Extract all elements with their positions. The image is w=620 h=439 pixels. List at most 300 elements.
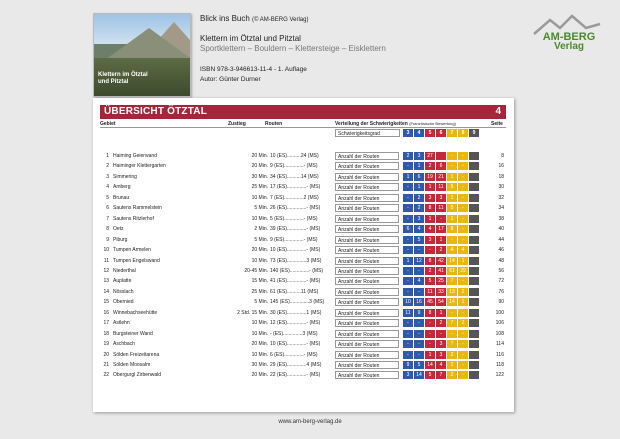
grade-count-cell: [469, 340, 479, 348]
anzahl-label: Anzahl der Routen: [335, 236, 399, 244]
page-ref: 56: [498, 267, 504, 274]
anzahl-label: Anzahl der Routen: [335, 204, 399, 212]
approach-time: 10 Min.: [251, 194, 268, 201]
page-ref: 8: [501, 153, 504, 159]
area-name: Winnebachseehütte: [113, 309, 158, 316]
grade-count-cell: -: [458, 194, 468, 202]
grade-count-cell: -: [403, 319, 413, 327]
grade-count-cell: 1: [447, 215, 457, 223]
anzahl-label: Anzahl der Routen: [335, 371, 399, 379]
approach-time: 10 Min.: [251, 215, 268, 222]
page-ref: 30: [498, 184, 504, 191]
grade-count-cell: -: [403, 277, 413, 285]
approach-time: 20 Min.: [251, 163, 268, 170]
grade-count-cell: -: [414, 288, 424, 296]
page-ref: 40: [498, 226, 504, 233]
grade-count-cell: 2: [414, 194, 424, 202]
area-name: Haiminger Klettergarten: [113, 163, 166, 170]
anzahl-label: Anzahl der Routen: [335, 194, 399, 202]
grade-count-cell: 4: [436, 361, 446, 369]
anzahl-label: Anzahl der Routen: [335, 246, 399, 254]
grade-count-cell: [469, 288, 479, 296]
grade-count-cell: 29: [458, 267, 468, 275]
table-row[interactable]: [100, 172, 506, 182]
approach-time: 5 Min.: [254, 299, 268, 306]
grade-count-cell: 1: [458, 298, 468, 306]
grade-count-cell: -: [403, 288, 413, 296]
area-name: Sölden Freizeitarena: [113, 351, 160, 358]
table-row[interactable]: [100, 256, 506, 266]
grade-count-cell: 61: [447, 267, 457, 275]
grade-count-cell: 5: [425, 371, 435, 379]
grade-count-cell: 1: [403, 257, 413, 265]
page-ref: 48: [498, 257, 504, 264]
grade-header-cell: 8: [458, 129, 468, 137]
grade-count-cell: 5: [447, 204, 457, 212]
table-row[interactable]: [100, 350, 506, 360]
approach-time: 10 Min.: [251, 320, 268, 327]
grade-count-cell: [469, 162, 479, 170]
grade-header-cell: 6: [436, 129, 446, 137]
col-seite: Seite: [491, 121, 503, 127]
anzahl-label: Anzahl der Routen: [335, 340, 399, 348]
grade-count-cell: 8: [447, 225, 457, 233]
grade-count-cell: 4: [425, 225, 435, 233]
page-ref: 122: [495, 372, 504, 379]
area-name: Brunau: [113, 194, 130, 201]
grade-count-cell: -: [447, 162, 457, 170]
area-name: Niederthal: [113, 267, 136, 274]
grade-count-cell: 8: [425, 309, 435, 317]
page-ref: 32: [498, 194, 504, 201]
grade-count-cell: 5: [414, 361, 424, 369]
anzahl-label: Anzahl der Routen: [335, 277, 399, 285]
grade-count-cell: -: [403, 183, 413, 191]
approach-time: 5 Min.: [254, 205, 268, 212]
area-name: Sölden Moosalm: [113, 362, 151, 368]
grade-count-cell: -: [403, 194, 413, 202]
area-name: Burgsteiner Wand: [113, 330, 153, 337]
grade-count-cell: 14: [414, 371, 424, 379]
blick-label: Blick ins Buch: [200, 14, 250, 23]
grade-count-cell: 7: [436, 371, 446, 379]
page-ref: 114: [496, 341, 504, 348]
grade-count-cell: -: [458, 183, 468, 191]
route-count: 39 (ES)..............- (MS): [270, 226, 321, 233]
grade-count-cell: -: [458, 173, 468, 181]
grade-count-cell: 5: [425, 277, 435, 285]
row-number: 14: [103, 288, 109, 295]
anzahl-label: Anzahl der Routen: [335, 298, 399, 306]
table-row[interactable]: [100, 214, 506, 224]
table-row[interactable]: [100, 161, 506, 171]
grade-count-cell: 7: [447, 277, 457, 285]
grade-count-cell: [469, 298, 479, 306]
route-count: 34 (ES)..........14 (MS): [270, 173, 319, 180]
grade-count-cell: 6: [436, 162, 446, 170]
grade-count-cell: 3: [414, 152, 424, 160]
approach-time: 10 Min.: [251, 351, 268, 358]
grade-count-cell: 1: [403, 173, 413, 181]
grade-count-cell: -: [458, 351, 468, 359]
grade-count-cell: 13: [447, 288, 457, 296]
grade-count-cell: 1: [425, 215, 435, 223]
anzahl-label: Anzahl der Routen: [335, 215, 399, 223]
grade-count-cell: -: [458, 361, 468, 369]
page-ref: 16: [498, 163, 504, 170]
approach-time: 2 Std. 15 Min.: [237, 309, 268, 316]
page-ref: 34: [498, 205, 504, 212]
grade-count-cell: 5: [414, 236, 424, 244]
grade-count-cell: 1: [414, 183, 424, 191]
row-number: 16: [103, 309, 109, 316]
anzahl-label: Anzahl der Routen: [335, 152, 399, 160]
route-count: 9 (ES)..............- (MS): [270, 236, 318, 243]
anzahl-label: Anzahl der Routen: [335, 183, 399, 191]
approach-time: 2 Min.: [254, 226, 268, 233]
anzahl-label: Anzahl der Routen: [335, 267, 399, 275]
route-count: 6 (ES)..............- (MS): [270, 351, 318, 358]
grade-count-cell: 11: [403, 309, 413, 317]
row-number: 1: [106, 153, 109, 159]
anzahl-label: Anzahl der Routen: [335, 309, 399, 317]
route-count: 26 (ES)..............- (MS): [270, 205, 321, 212]
grade-header-cell: 3: [403, 129, 413, 137]
grade-count-cell: 21: [436, 173, 446, 181]
grade-count-cell: -: [403, 351, 413, 359]
grade-count-cell: [469, 183, 479, 191]
approach-time: 20 Min.: [251, 247, 268, 254]
grade-count-cell: 1: [447, 361, 457, 369]
approach-time: 20 Min.: [251, 153, 268, 159]
grade-count-cell: -: [447, 152, 457, 160]
approach-time: 20-45 Min.: [244, 267, 268, 274]
table-row[interactable]: [100, 297, 506, 307]
grade-count-cell: 7: [447, 319, 457, 327]
grade-count-cell: -: [436, 215, 446, 223]
grade-count-cell: 41: [436, 267, 446, 275]
approach-time: 30 Min.: [251, 362, 268, 368]
grade-count-cell: 1: [436, 236, 446, 244]
grade-count-cell: [469, 267, 479, 275]
grade-count-cell: 14: [447, 257, 457, 265]
grade-count-cell: 3: [414, 215, 424, 223]
grade-count-cell: 11: [436, 204, 446, 212]
row-number: 21: [103, 362, 109, 368]
anzahl-label: Anzahl der Routen: [335, 351, 399, 359]
grade-count-cell: 3: [403, 371, 413, 379]
anzahl-label: Anzahl der Routen: [335, 330, 399, 338]
grade-count-cell: -: [414, 319, 424, 327]
grade-count-cell: [469, 319, 479, 327]
verlag-note: (© AM-BERG Verlag): [252, 17, 309, 23]
cover-title: Klettern im Ötztal und Pitztal: [98, 72, 148, 85]
area-name: Astlehn: [113, 320, 130, 327]
page-number: 4: [495, 106, 501, 117]
grade-count-cell: 3: [436, 194, 446, 202]
row-number: 9: [106, 236, 109, 243]
grade-count-cell: -: [414, 340, 424, 348]
grade-count-cell: -: [458, 277, 468, 285]
grade-count-cell: [469, 351, 479, 359]
row-number: 15: [103, 299, 109, 306]
row-number: 12: [103, 267, 109, 274]
grade-count-cell: -: [403, 215, 413, 223]
grade-count-cell: -: [403, 246, 413, 254]
blick-heading: [200, 14, 308, 23]
anzahl-label: Anzahl der Routen: [335, 173, 399, 181]
table-row[interactable]: [100, 339, 506, 349]
grade-count-cell: 2: [436, 319, 446, 327]
row-number: 18: [103, 330, 109, 337]
col-zustieg: Zustieg: [228, 121, 246, 127]
grade-count-cell: 16: [414, 298, 424, 306]
grade-count-cell: -: [458, 340, 468, 348]
grade-count-cell: -: [458, 152, 468, 160]
col-routen: Routen: [265, 121, 283, 127]
book-subtitle: Sportklettern – Bouldern – Klettersteige – Eisklettern: [200, 44, 386, 53]
approach-time: 15 Min.: [251, 278, 268, 285]
approach-time: 5 Min.: [254, 236, 268, 243]
grade-count-cell: 1: [425, 351, 435, 359]
route-count: 22 (ES)..............- (MS): [270, 372, 321, 379]
author-text: Autor: Günter Durner: [200, 76, 261, 83]
grade-count-cell: [469, 173, 479, 181]
header-rule: [100, 127, 506, 128]
row-number: 4: [106, 184, 109, 191]
page-ref: 106: [495, 320, 504, 327]
isbn-text: ISBN 978-3-946613-11-4 - 1. Auflage: [200, 66, 307, 73]
grade-count-cell: 17: [436, 225, 446, 233]
area-name: Aschbach: [113, 341, 135, 348]
route-count: 5 (ES)..............- (MS): [270, 215, 318, 222]
book-page: [93, 98, 514, 412]
grade-count-cell: 4: [447, 246, 457, 254]
row-number: 8: [106, 226, 109, 233]
grade-count-cell: -: [458, 215, 468, 223]
page-ref: 100: [495, 309, 504, 316]
grade-count-cell: 42: [436, 257, 446, 265]
table-row[interactable]: [100, 276, 506, 286]
page-ref: 116: [496, 351, 504, 358]
route-count: 10 (ES)..........24 (MS): [270, 153, 319, 159]
grade-count-cell: 2: [425, 162, 435, 170]
grade-count-cell: 4: [414, 225, 424, 233]
row-number: 10: [103, 247, 109, 254]
table-row[interactable]: [100, 151, 506, 161]
grade-count-cell: [469, 194, 479, 202]
row-number: 22: [103, 372, 109, 379]
anzahl-label: Anzahl der Routen: [335, 361, 399, 369]
route-count: 10 (ES)..............- (MS): [270, 341, 321, 348]
row-number: 13: [103, 278, 109, 285]
area-name: Obernied: [113, 299, 134, 306]
area-name: Oetz: [113, 226, 124, 233]
grade-count-cell: -: [425, 319, 435, 327]
grade-count-cell: 1: [447, 194, 457, 202]
grade-count-cell: [469, 309, 479, 317]
route-count: - (ES)..............3 (MS): [270, 330, 318, 337]
grade-count-cell: 14: [447, 298, 457, 306]
table-row[interactable]: [100, 360, 506, 370]
row-number: 11: [103, 257, 109, 264]
grade-count-cell: 2: [403, 152, 413, 160]
row-number: 17: [103, 320, 109, 327]
table-row[interactable]: [100, 235, 506, 245]
page-ref: 90: [498, 299, 504, 306]
grade-count-cell: 2: [414, 204, 424, 212]
row-number: 3: [106, 173, 109, 180]
grade-count-cell: -: [458, 330, 468, 338]
grade-count-cell: 1: [458, 257, 468, 265]
grade-count-cell: [469, 330, 479, 338]
grade-count-cell: -: [403, 204, 413, 212]
approach-time: 25 Min.: [251, 184, 268, 191]
grade-count-cell: [469, 371, 479, 379]
row-number: 20: [103, 351, 109, 358]
grade-count-cell: -: [458, 225, 468, 233]
table-row[interactable]: [100, 266, 506, 276]
area-name: Tumpen Armelen: [113, 247, 151, 254]
approach-time: 30 Min.: [251, 173, 268, 180]
grade-count-cell: 8: [425, 204, 435, 212]
grade-header-cell: 9: [469, 129, 479, 137]
grade-count-cell: [469, 152, 479, 160]
anzahl-label: Anzahl der Routen: [335, 162, 399, 170]
grade-count-cell: 4: [458, 246, 468, 254]
grade-count-cell: 1: [447, 173, 457, 181]
grade-label-box: Schwierigkeitsgrad: [335, 129, 400, 137]
table-row[interactable]: [100, 308, 506, 318]
book-cover-image[interactable]: [93, 13, 191, 97]
footer-url[interactable]: www.am-berg-verlag.de: [278, 419, 342, 425]
approach-time: 10 Min.: [251, 330, 268, 337]
grade-count-cell: -: [403, 162, 413, 170]
area-name: Sautens Rammelstein: [113, 205, 162, 212]
route-count: 10 (ES)..............- (MS): [270, 247, 321, 254]
grade-count-cell: -: [447, 330, 457, 338]
anzahl-label: Anzahl der Routen: [335, 288, 399, 296]
grade-count-cell: [469, 246, 479, 254]
table-row[interactable]: [100, 287, 506, 297]
page-title-band: [100, 105, 506, 119]
grade-header-cell: 4: [414, 129, 424, 137]
book-title: Klettern im Ötztal und Pitztal: [200, 34, 301, 43]
grade-count-cell: 3: [436, 340, 446, 348]
grade-count-cell: 7: [447, 340, 457, 348]
row-number: 2: [106, 163, 109, 170]
approach-time: 20 Min.: [251, 372, 268, 379]
grade-count-cell: 11: [425, 288, 435, 296]
page-ref: 72: [498, 278, 504, 285]
grade-header-cell: 7: [447, 129, 457, 137]
approach-time: 20 Min.: [251, 341, 268, 348]
grade-count-cell: 27: [425, 152, 435, 160]
page-ref: 108: [495, 330, 504, 337]
route-count: 9 (ES)..............- (MS): [270, 163, 318, 170]
logo-text: [537, 32, 601, 52]
grade-count-cell: 19: [425, 173, 435, 181]
grade-count-cell: 9: [414, 309, 424, 317]
grade-header-cell: 5: [425, 129, 435, 137]
page-ref: 118: [496, 362, 504, 368]
area-name: Haiming Geierwand: [113, 153, 157, 159]
grade-count-cell: 5: [447, 183, 457, 191]
grade-count-cell: 6: [403, 225, 413, 233]
table-row[interactable]: [100, 224, 506, 234]
route-count: 140 (ES)..............- (MS): [270, 267, 324, 274]
grade-count-cell: 3: [436, 351, 446, 359]
logo-line1: AM-BERG: [542, 31, 596, 43]
grade-count-cell: 12: [414, 257, 424, 265]
grade-count-cell: -: [458, 236, 468, 244]
grade-count-cell: [469, 277, 479, 285]
anzahl-label: Anzahl der Routen: [335, 225, 399, 233]
grade-count-cell: -: [403, 236, 413, 244]
grade-count-cell: 11: [436, 183, 446, 191]
grade-count-cell: -: [425, 340, 435, 348]
grade-count-cell: -: [414, 267, 424, 275]
grade-count-cell: [469, 361, 479, 369]
row-number: 5: [106, 194, 109, 201]
logo-line2: Verlag: [553, 41, 585, 52]
area-name: Piburg: [113, 236, 128, 243]
grade-count-cell: 3: [425, 236, 435, 244]
grade-count-cell: 2: [425, 267, 435, 275]
route-count: 17 (ES)..............- (MS): [270, 184, 321, 191]
grade-count-cell: 1: [425, 183, 435, 191]
table-row[interactable]: [100, 370, 506, 380]
page-ref: 44: [498, 236, 504, 243]
grade-count-cell: -: [425, 330, 435, 338]
grade-count-cell: -: [458, 309, 468, 317]
grade-count-cell: -: [458, 204, 468, 212]
grade-count-cell: [469, 257, 479, 265]
grade-count-cell: -: [403, 330, 413, 338]
table-row[interactable]: [100, 329, 506, 339]
grade-count-cell: 33: [436, 288, 446, 296]
grade-count-cell: 1: [414, 162, 424, 170]
page-ref: 76: [498, 288, 504, 295]
route-count: 7 (ES)..............2 (MS): [270, 194, 319, 201]
grade-count-cell: [469, 204, 479, 212]
col-verteilung-label: Verteilung der Schwierigkeiten: [335, 121, 408, 127]
row-number: 19: [103, 341, 109, 348]
page-ref: 18: [498, 173, 504, 180]
grade-count-cell: -: [403, 267, 413, 275]
grade-count-cell: 6: [414, 173, 424, 181]
table-row[interactable]: [100, 193, 506, 203]
approach-time: 25 Min.: [251, 288, 268, 295]
col-gebiet: Gebiet: [100, 121, 116, 127]
grade-count-cell: 25: [436, 277, 446, 285]
grade-count-cell: -: [447, 309, 457, 317]
grade-count-cell: [469, 225, 479, 233]
area-name: Nösslach: [113, 288, 134, 295]
table-row[interactable]: [100, 318, 506, 328]
grade-count-cell: 2: [447, 351, 457, 359]
grade-count-cell: 10: [403, 298, 413, 306]
grade-count-cell: -: [425, 246, 435, 254]
grade-count-cell: 45: [425, 298, 435, 306]
route-count: 41 (ES)..............- (MS): [270, 278, 321, 285]
table-row[interactable]: [100, 182, 506, 192]
grade-count-cell: 2: [458, 319, 468, 327]
grade-count-cell: 1: [436, 309, 446, 317]
grade-count-cell: -: [414, 330, 424, 338]
table-row[interactable]: [100, 203, 506, 213]
table-row[interactable]: [100, 245, 506, 255]
